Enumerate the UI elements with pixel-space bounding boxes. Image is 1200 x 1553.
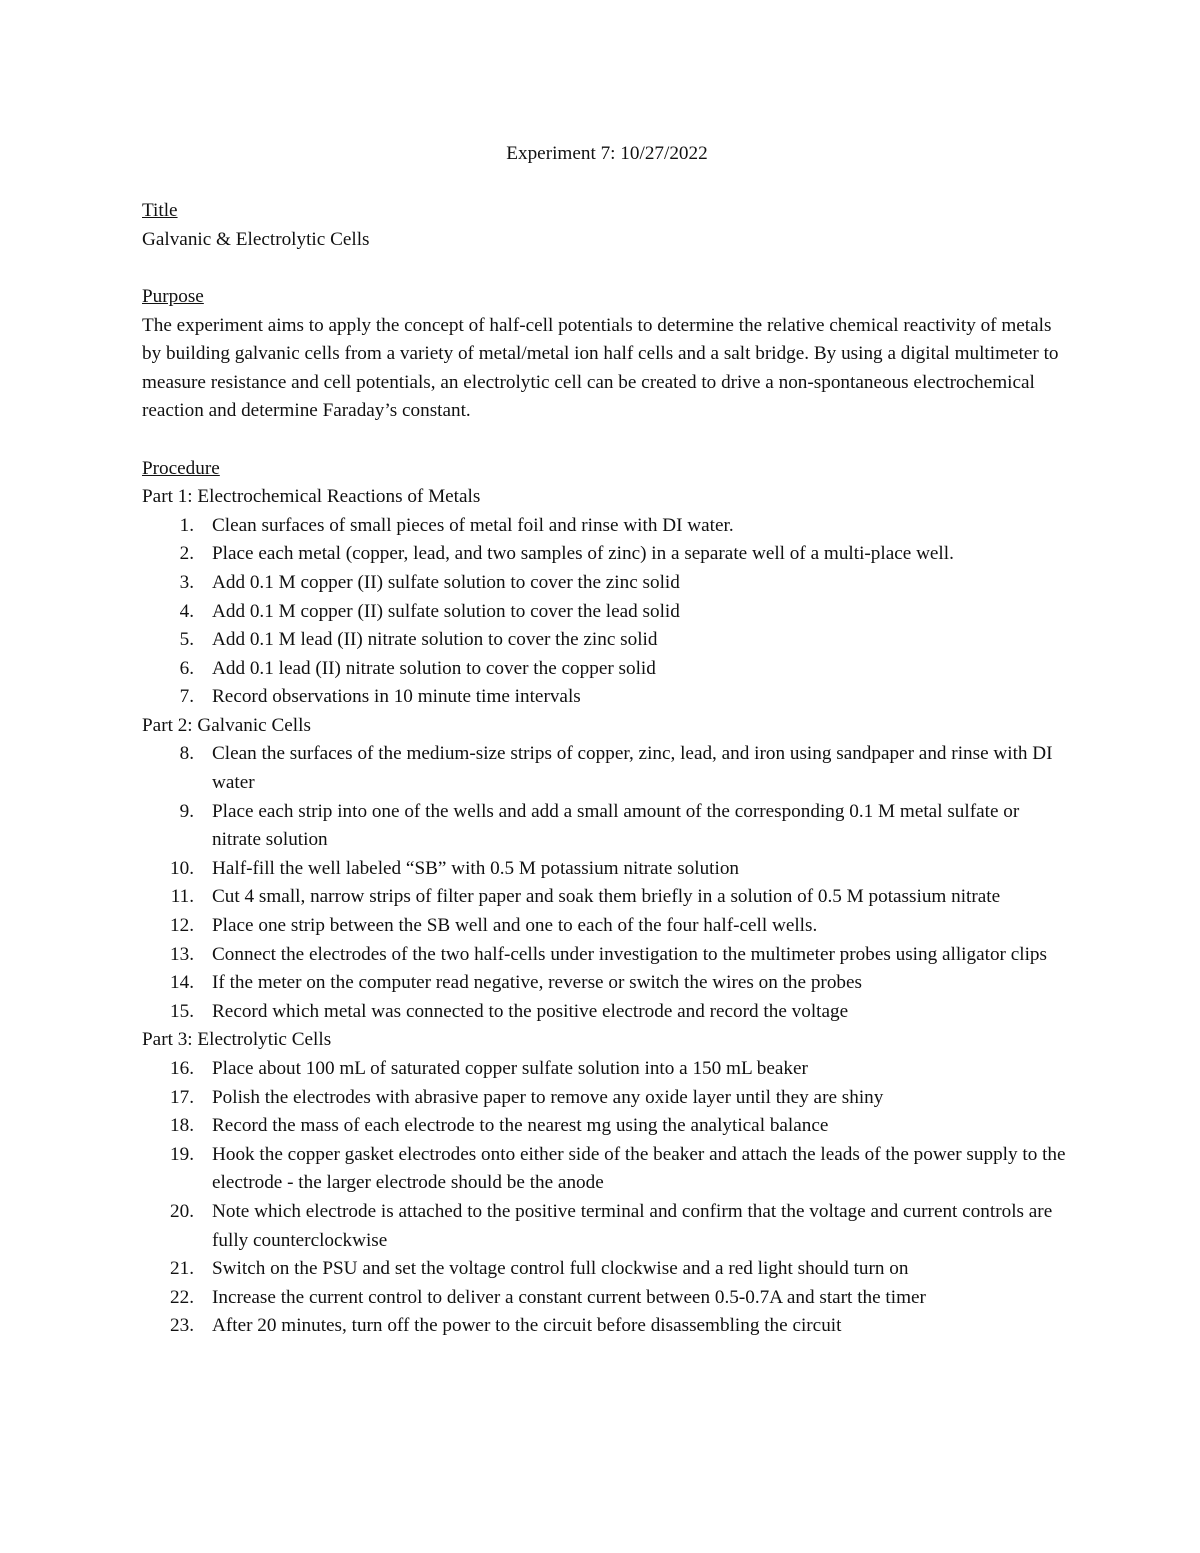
step-number: 22. [170, 1286, 194, 1308]
list-item [142, 1312, 1072, 1341]
step-text: Add 0.1 M copper (II) sulfate solution to cover the lead solid [212, 600, 680, 622]
step-number: 9. [179, 800, 194, 822]
step-text: Switch on the PSU and set the voltage control full clockwise and a red light should turn on [212, 1258, 909, 1280]
step-text: Add 0.1 lead (II) nitrate solution to cover the copper solid [212, 657, 656, 679]
part-heading: Part 2: Galvanic Cells [142, 714, 311, 736]
step-text: Place about 100 mL of saturated copper sulfate solution into a 150 mL beaker [212, 1058, 808, 1079]
list-item [142, 540, 1072, 569]
step-list [142, 1055, 1072, 1341]
step-list [142, 740, 1072, 1026]
list-item [142, 1084, 1072, 1113]
step-number: 6. [179, 657, 194, 679]
list-item [142, 855, 1072, 884]
list-item [142, 941, 1072, 970]
list-item [142, 683, 1072, 712]
step-text: Connect the electrodes of the two half-cells under investigation to the multimeter probes using alligator clips [212, 943, 1047, 965]
list-item [142, 998, 1072, 1027]
step-number: 20. [170, 1200, 194, 1222]
step-text: Note which electrode is attached to the positive terminal and confirm that the voltage and current controls are fully counterclockwise [212, 1200, 1053, 1251]
step-number: 18. [170, 1115, 194, 1137]
part-heading: Part 1: Electrochemical Reactions of Metals [142, 486, 481, 508]
title-heading: Title [142, 200, 178, 222]
step-text: Clean surfaces of small pieces of metal foil and rinse with DI water. [212, 514, 734, 536]
step-number: 12. [170, 915, 194, 937]
step-number: 15. [170, 1000, 194, 1022]
step-text: If the meter on the computer read negative, reverse or switch the wires on the probes [212, 972, 862, 994]
step-number: 1. [179, 514, 194, 536]
step-number: 21. [170, 1258, 194, 1280]
step-number: 5. [179, 629, 194, 651]
step-number: 10. [170, 857, 194, 879]
list-item [142, 512, 1072, 541]
list-item [142, 883, 1072, 912]
step-text: Clean the surfaces of the medium-size strips of copper, zinc, lead, and iron using sandpaper and rinse with DI water [212, 743, 1053, 794]
title-text: Galvanic & Electrolytic Cells [142, 228, 370, 250]
step-number: 8. [179, 743, 194, 765]
list-item [142, 1112, 1072, 1141]
list-item [142, 626, 1072, 655]
list-item [142, 598, 1072, 627]
purpose-heading: Purpose [142, 285, 204, 307]
purpose-text: The experiment aims to apply the concept of half-cell potentials to determine the relative chemical reactivity of metals by building galvanic cells from a variety of metal/metal ion half cells and a salt bridge. By using a digital multimeter to measure resistance and cell potentials, an electrolytic cell can be created to drive a non-spontaneous electrochemical reaction and determine Faraday’s constant. [142, 314, 1059, 422]
step-text: Polish the electrodes with abrasive paper to remove any oxide layer until they are shiny [212, 1086, 884, 1108]
list-item [142, 740, 1072, 797]
procedure-parts [142, 483, 1072, 1341]
part-heading: Part 3: Electrolytic Cells [142, 1029, 332, 1051]
list-item [142, 912, 1072, 941]
list-item [142, 655, 1072, 684]
step-number: 16. [170, 1058, 194, 1079]
spacer [142, 426, 1072, 455]
step-number: 14. [170, 972, 194, 994]
step-number: 13. [170, 943, 194, 965]
step-text: Add 0.1 M lead (II) nitrate solution to cover the zinc solid [212, 629, 658, 651]
list-item [142, 969, 1072, 998]
step-number: 19. [170, 1143, 194, 1165]
step-text: Record which metal was connected to the positive electrode and record the voltage [212, 1000, 849, 1022]
list-item [142, 569, 1072, 598]
step-number: 3. [179, 571, 194, 593]
step-list [142, 512, 1072, 712]
step-number: 2. [179, 543, 194, 565]
list-item [142, 1198, 1072, 1255]
step-text: Place each strip into one of the wells and add a small amount of the corresponding 0.1 M metal sulfate or nitrate solution [212, 800, 1020, 851]
procedure-heading: Procedure [142, 457, 220, 479]
step-text: After 20 minutes, turn off the power to the circuit before disassembling the circuit [212, 1315, 842, 1337]
step-number: 17. [170, 1086, 194, 1108]
step-number: 7. [179, 686, 194, 708]
document-title: Experiment 7: 10/27/2022 [506, 143, 708, 164]
step-text: Increase the current control to deliver a constant current between 0.5-0.7A and start the timer [212, 1286, 926, 1308]
step-text: Add 0.1 M copper (II) sulfate solution to cover the zinc solid [212, 571, 680, 593]
step-text: Record observations in 10 minute time intervals [212, 686, 581, 708]
step-number: 4. [179, 600, 194, 622]
list-item [142, 1255, 1072, 1284]
step-text: Record the mass of each electrode to the nearest mg using the analytical balance [212, 1115, 829, 1137]
step-text: Place one strip between the SB well and one to each of the four half-cell wells. [212, 915, 818, 937]
step-text: Half-fill the well labeled “SB” with 0.5 M potassium nitrate solution [212, 857, 740, 879]
step-number: 11. [170, 886, 194, 908]
document-page [142, 140, 1072, 1341]
step-number: 23. [170, 1315, 194, 1337]
step-text: Cut 4 small, narrow strips of filter paper and soak them briefly in a solution of 0.5 M potassium nitrate [212, 886, 1001, 908]
list-item [142, 798, 1072, 855]
spacer [142, 254, 1072, 283]
list-item [142, 1141, 1072, 1198]
list-item [142, 1284, 1072, 1313]
list-item [142, 1055, 1072, 1084]
step-text: Hook the copper gasket electrodes onto either side of the beaker and attach the leads of the power supply to the electrode - the larger electrode should be the anode [212, 1143, 1066, 1194]
step-text: Place each metal (copper, lead, and two samples of zinc) in a separate well of a multi-place well. [212, 543, 954, 565]
